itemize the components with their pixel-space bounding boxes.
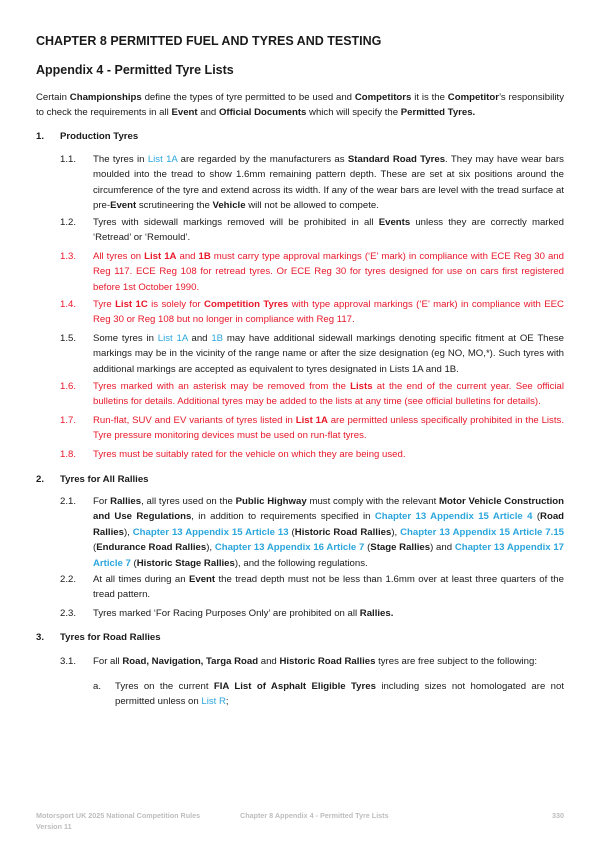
ch13-app16-art7-link[interactable]: Chapter 13 Appendix 16 Article 7: [214, 542, 365, 554]
appendix-title: Appendix 4 - Permitted Tyre Lists: [36, 63, 234, 77]
section-heading-road-rallies: 3. Tyres for Road Rallies: [36, 632, 161, 643]
clause-1-8: 1.8. Tyres must be suitably rated for the vehicle on which they are being used.: [60, 449, 406, 460]
clause-1-4: 1.4. Tyre List 1C is solely for Competition Tyres with type approval markings (‘E’ mark) in compliance with EEC Reg 30 or Reg 108 but no longer in compliance with Reg 117.: [60, 299, 564, 326]
list-1a-link[interactable]: List 1A: [157, 333, 188, 344]
intro-paragraph: Certain Championships define the types of tyre permitted to be used and Competitors it is the Competitor’s responsibility to check the requirements in all Event and Official Documents which will specify the Permitted Tyres.: [36, 92, 565, 119]
chapter-title: CHAPTER 8 PERMITTED FUEL AND TYRES AND TESTING: [36, 34, 382, 48]
clause-1-6: 1.6. Tyres marked with an asterisk may be removed from the Lists at the end of the current year. See official bulletins for details. Additional tyres may be added to the lists at any time (see official bulletins for details).: [60, 381, 565, 408]
clause-1-5: 1.5. Some tyres in List 1A and 1B may have additional sidewall markings denoting specific fitment at OE These markings may be in the vicinity of the range name or after the size designation (eg NO, MO,*). Such tyres with additional markings are accepted as equivalent to tyres designated in Lists 1A and 1B.: [60, 333, 564, 375]
footer-center: Chapter 8 Appendix 4 - Permitted Tyre Lists: [240, 811, 389, 820]
footer-left: Motorsport UK 2025 National Competition Rules Version 11: [36, 811, 201, 831]
clause-2-1: 2.1. For Rallies, all tyres used on the Public Highway must comply with the relevant Motor Vehicle Construction and Use Regulations, in addition to requirements specified in Chapter 13 Appendix 15 Article 4 (Road Rallies), Chapter 13 Appendix 15 Article 13 (Historic Road Rallies), Chapter 13 Appendix 15 Article 7.15 (Endurance Road Rallies), Chapter 13 Appendix 16 Article 7 (Stage Rallies) and Chapter 13 Appendix 17 Article 7 (Historic Stage Rallies), and the following regulations.: [60, 496, 565, 569]
clause-1-2: 1.2. Tyres with sidewall markings removed will be prohibited in all Events unless they are correctly marked ‘Retread’ or ‘Remould’.: [60, 217, 564, 244]
section-heading-production-tyres: 1. Production Tyres: [36, 131, 139, 142]
clause-2-3: 2.3. Tyres marked ‘For Racing Purposes Only’ are prohibited on all Rallies.: [60, 608, 394, 619]
ch13-app15-art4-link[interactable]: Chapter 13 Appendix 15 Article 4: [374, 511, 533, 523]
clause-3-1: 3.1. For all Road, Navigation, Targa Road and Historic Road Rallies tyres are free subject to the following:: [60, 656, 537, 667]
clause-3-1-a: a. Tyres on the current FIA List of Asphalt Eligible Tyres including sizes not homologated are not permitted unless on List R;: [93, 681, 565, 708]
list-1b-link[interactable]: 1B: [211, 333, 224, 344]
clause-2-2: 2.2. At all times during an Event the tread depth must not be less than 1.6mm over at least three quarters of the tread pattern.: [60, 574, 564, 601]
clause-1-7: 1.7. Run-flat, SUV and EV variants of tyres listed in List 1A are permitted unless specifically prohibited in the Lists. Tyre pressure monitoring devices must be used on run-flat tyres.: [60, 415, 564, 442]
list-r-link[interactable]: List R: [201, 696, 226, 708]
clause-1-1: 1.1. The tyres in List 1A are regarded by the manufacturers as Standard Road Tyres. They may have wear bars moulded into the tread to show 1.6mm remaining pattern depth. These are set at six positions around the circumference of the tyre and extend across its width. If any of the wear bars are level with the tread surface at pre-Event scrutineering the Vehicle will not be allowed to compete.: [60, 154, 564, 212]
ch13-app17-art7-link[interactable]: Chapter 13 Appendix 17 Article 7: [93, 542, 564, 569]
list-1a-link[interactable]: List 1A: [147, 154, 178, 165]
ch13-app15-art7-15-link[interactable]: Chapter 13 Appendix 15 Article 7.15: [400, 526, 564, 538]
ch13-app15-art13-link[interactable]: Chapter 13 Appendix 15 Article 13: [132, 526, 289, 538]
section-heading-all-rallies: 2. Tyres for All Rallies: [36, 474, 149, 485]
clause-1-3: 1.3. All tyres on List 1A and 1B must carry type approval markings (‘E’ mark) in compliance with ECE Reg 30 and Reg 117. ECE Reg 108 for retread tyres. Or ECE Reg 30 for tyres designed for use on cars first registered before 1st October 1990.: [60, 251, 564, 293]
page-number: 330: [552, 811, 564, 820]
